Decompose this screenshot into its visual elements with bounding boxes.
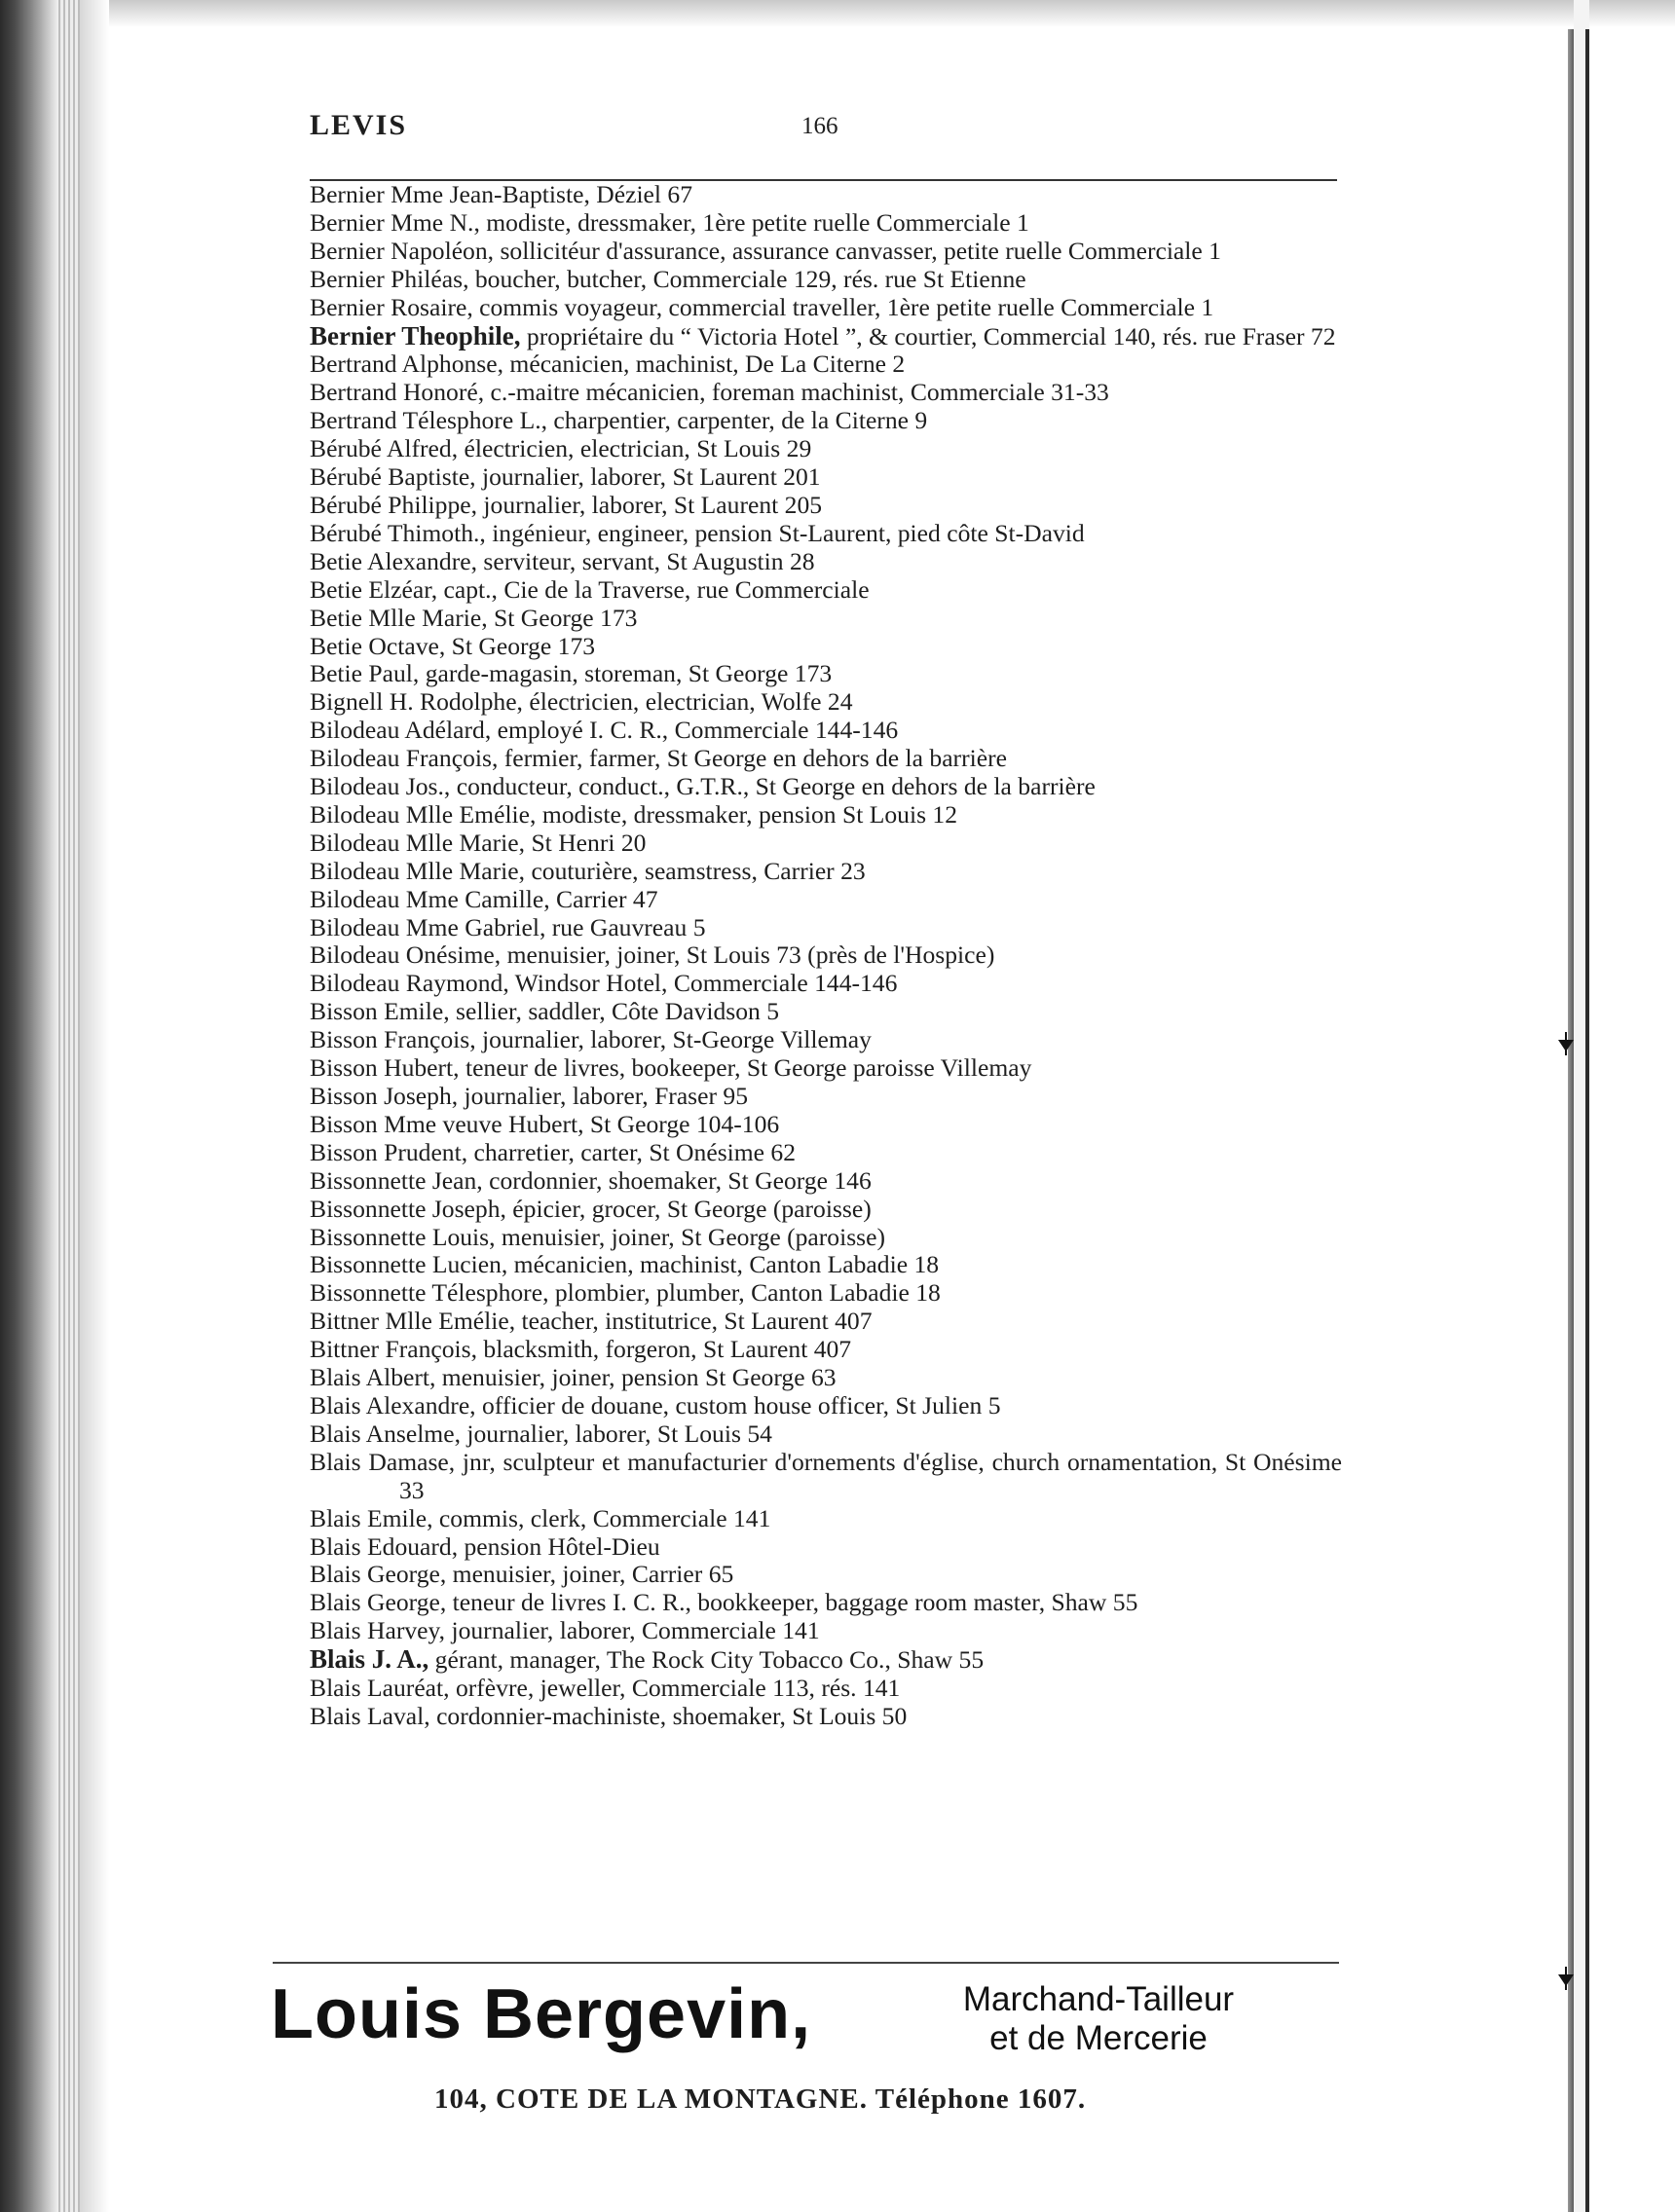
directory-entry [310, 1505, 1342, 1533]
directory-entry [310, 266, 1342, 294]
entry-text: Bilodeau Mlle Marie, St Henri 20 [310, 828, 647, 857]
directory-entry [310, 1196, 1342, 1224]
directory-entry [310, 379, 1342, 407]
directory-entry [310, 435, 1342, 463]
directory-entry [310, 998, 1342, 1026]
page-stack-edge [58, 0, 80, 2212]
directory-entry [310, 1224, 1342, 1252]
directory-entry [310, 914, 1342, 942]
directory-entry [310, 1167, 1342, 1196]
entry-text: Bilodeau Jos., conducteur, conduct., G.T.R., St George en dehors de la barrière [310, 772, 1096, 801]
entry-text: Bisson Hubert, teneur de livres, bookeeper, St George paroisse Villemay [310, 1053, 1032, 1083]
directory-entry [310, 1645, 1342, 1675]
directory-entry [310, 1139, 1342, 1167]
entry-text: Bertrand Alphonse, mécanicien, machinist, De La Citerne 2 [310, 350, 906, 379]
scan-marker-icon [1554, 1967, 1578, 1990]
directory-entry [310, 660, 1342, 688]
entry-text: Bignell H. Rodolphe, électricien, electrician, Wolfe 24 [310, 687, 853, 717]
entry-text: Betie Octave, St George 173 [310, 631, 596, 660]
entry-text: Blais Anselme, journalier, laborer, St Louis 54 [310, 1419, 772, 1448]
directory-entry [310, 322, 1342, 351]
directory-entry [310, 209, 1342, 238]
scan-marker-icon [1554, 1032, 1578, 1055]
entry-text: Bissonnette Lucien, mécanicien, machinist, Canton Labadie 18 [310, 1250, 940, 1279]
directory-entry [310, 1561, 1342, 1589]
directory-entry [310, 717, 1342, 745]
entry-text: Blais Emile, commis, clerk, Commerciale 141 [310, 1503, 771, 1532]
directory-entry [310, 1533, 1342, 1562]
directory-entry [310, 576, 1342, 605]
page-number: 166 [801, 113, 838, 139]
directory-entry [310, 1675, 1342, 1703]
entry-text: Blais Alexandre, officier de douane, custom house officer, St Julien 5 [310, 1390, 1001, 1419]
entry-text: Bilodeau François, fermier, farmer, St George en dehors de la barrière [310, 744, 1007, 773]
directory-entry [310, 1703, 1342, 1731]
entry-text: Bernier Mme N., modiste, dressmaker, 1ère petite ruelle Commerciale 1 [310, 207, 1029, 237]
entry-text: Betie Elzéar, capt., Cie de la Traverse, rue Commerciale [310, 574, 870, 604]
advertiser-name: Louis Bergevin, [271, 1975, 812, 2053]
entry-text: Bilodeau Mlle Emélie, modiste, dressmaker, pension St Louis 12 [310, 799, 958, 829]
entry-text: Blais Albert, menuisier, joiner, pension St George 63 [310, 1363, 837, 1392]
directory-entry [310, 1251, 1342, 1279]
directory-entry [310, 407, 1342, 435]
entry-text: Bittner Mlle Emélie, teacher, institutrice, St Laurent 407 [310, 1307, 873, 1336]
directory-entry [310, 1111, 1342, 1139]
directory-entry [310, 1617, 1342, 1645]
entry-name-bold: Blais J. A., [310, 1644, 429, 1675]
entry-text: Bilodeau Adélard, employé I. C. R., Commerciale 144-146 [310, 716, 899, 745]
trade-line-1: Marchand-Tailleur [962, 1980, 1235, 2018]
directory-entry [310, 181, 1342, 209]
entry-text: Bernier Napoléon, sollicitéur d'assurance, assurance canvasser, petite ruelle Commerciale 1 [310, 236, 1221, 265]
entry-text: Bilodeau Onésime, menuisier, joiner, St Louis 73 (près de l'Hospice) [310, 940, 995, 970]
directory-entry [310, 350, 1342, 379]
directory-entry [310, 605, 1342, 633]
entry-text: Blais Lauréat, orfèvre, jeweller, Commerciale 113, rés. 141 [310, 1674, 901, 1703]
trade-line-2: et de Mercerie [989, 2019, 1208, 2057]
entry-text: Blais George, menuisier, joiner, Carrier 65 [310, 1560, 734, 1589]
footer-rule [273, 1962, 1339, 1964]
entry-text: Bernier Rosaire, commis voyageur, commercial traveller, 1ère petite ruelle Commerciale 1 [310, 292, 1214, 321]
entry-text: Bisson Mme veuve Hubert, St George 104-106 [310, 1109, 780, 1138]
directory-entry [310, 858, 1342, 886]
entry-text: Blais Damase, jnr, sculpteur et manufacturier d'ornements d'église, church ornamentation, St Onésime 33 [310, 1447, 1342, 1504]
entry-text: propriétaire du “ Victoria Hotel ”, & courtier, Commercial 140, rés. rue Fraser 72 [520, 321, 1336, 350]
directory-entry [310, 238, 1342, 266]
directory-entry [310, 1336, 1342, 1364]
entry-text: Bisson Joseph, journalier, laborer, Fraser 95 [310, 1082, 749, 1110]
entry-text: Betie Paul, garde-magasin, storeman, St George 173 [310, 659, 833, 688]
entry-text: Bissonnette Joseph, épicier, grocer, St George (paroisse) [310, 1194, 872, 1223]
directory-entry [310, 1083, 1342, 1111]
entry-text: Bissonnette Jean, cordonnier, shoemaker, St George 146 [310, 1165, 872, 1195]
page-top-shadow [0, 0, 1675, 27]
directory-entry [310, 801, 1342, 830]
entry-text: Bisson François, journalier, laborer, St-George Villemay [310, 1025, 872, 1054]
entry-text: Bisson Prudent, charretier, carter, St Onésime 62 [310, 1137, 797, 1166]
entry-text: Bisson Emile, sellier, saddler, Côte Davidson 5 [310, 997, 780, 1026]
entry-text: Bertrand Télesphore L., charpentier, carpenter, de la Citerne 9 [310, 406, 928, 435]
directory-listing [310, 181, 1342, 1731]
entry-text: Blais Harvey, journalier, laborer, Commerciale 141 [310, 1616, 820, 1645]
entry-text: Bérubé Thimoth., ingénieur, engineer, pension St-Laurent, pied côte St-David [310, 518, 1085, 547]
directory-entry [310, 830, 1342, 858]
directory-entry [310, 773, 1342, 801]
directory-entry [310, 548, 1342, 576]
entry-text: Betie Alexandre, serviteur, servant, St Augustin 28 [310, 546, 815, 575]
directory-entry [310, 1364, 1342, 1392]
entry-text: Bissonnette Louis, menuisier, joiner, St George (paroisse) [310, 1222, 886, 1251]
directory-entry [310, 1026, 1342, 1054]
entry-name-bold: Bernier Theophile, [310, 320, 521, 350]
entry-text: Bilodeau Mlle Marie, couturière, seamstress, Carrier 23 [310, 856, 866, 885]
directory-entry [310, 970, 1342, 998]
entry-text: Bérubé Baptiste, journalier, laborer, St Laurent 201 [310, 462, 821, 492]
entry-text: Blais George, teneur de livres I. C. R., bookkeeper, baggage room master, Shaw 55 [310, 1588, 1138, 1617]
directory-entry [310, 1054, 1342, 1083]
entry-text: Bissonnette Télesphore, plombier, plumber, Canton Labadie 18 [310, 1278, 941, 1308]
entry-text: Bérubé Alfred, électricien, electrician, St Louis 29 [310, 434, 812, 463]
directory-entry [310, 520, 1342, 548]
gutter-shadow [80, 0, 109, 2212]
directory-entry [310, 633, 1342, 661]
directory-entry [310, 1589, 1342, 1617]
right-cover-board [1585, 29, 1589, 2212]
entry-text: Blais Laval, cordonnier-machiniste, shoemaker, St Louis 50 [310, 1701, 908, 1730]
entry-text: Bernier Mme Jean-Baptiste, Déziel 67 [310, 180, 693, 208]
directory-entry [310, 688, 1342, 717]
entry-text: Bittner François, blacksmith, forgeron, St Laurent 407 [310, 1335, 852, 1364]
entry-text: Blais Edouard, pension Hôtel-Dieu [310, 1531, 660, 1561]
entry-text: Bertrand Honoré, c.-maitre mécanicien, foreman machinist, Commerciale 31-33 [310, 378, 1109, 407]
directory-entry [310, 941, 1342, 970]
directory-entry [310, 1392, 1342, 1420]
directory-entry [310, 1449, 1342, 1505]
advertisement [271, 1974, 1342, 2115]
directory-entry [310, 1420, 1342, 1449]
running-head: LEVIS [310, 109, 408, 141]
directory-entry [310, 492, 1342, 520]
entry-text: Bérubé Philippe, journalier, laborer, St Laurent 205 [310, 490, 823, 519]
entry-text: Bernier Philéas, boucher, butcher, Commerciale 129, rés. rue St Etienne [310, 264, 1026, 293]
advertiser-trade [894, 1980, 1303, 2058]
directory-entry [310, 463, 1342, 492]
directory-entry [310, 886, 1342, 914]
entry-text: Bilodeau Mme Camille, Carrier 47 [310, 884, 658, 913]
directory-entry [310, 294, 1342, 322]
advertiser-address: 104, COTE DE LA MONTAGNE. Téléphone 1607. [434, 2083, 1087, 2115]
entry-text: Betie Mlle Marie, St George 173 [310, 603, 638, 632]
page-header [310, 109, 1337, 148]
entry-text: Bilodeau Raymond, Windsor Hotel, Commerciale 144-146 [310, 969, 898, 998]
entry-text: gérant, manager, The Rock City Tobacco Co., Shaw 55 [428, 1645, 985, 1675]
directory-entry [310, 1279, 1342, 1308]
directory-entry [310, 745, 1342, 773]
directory-entry [310, 1308, 1342, 1336]
entry-text: Bilodeau Mme Gabriel, rue Gauvreau 5 [310, 912, 706, 941]
book-spine [0, 0, 58, 2212]
